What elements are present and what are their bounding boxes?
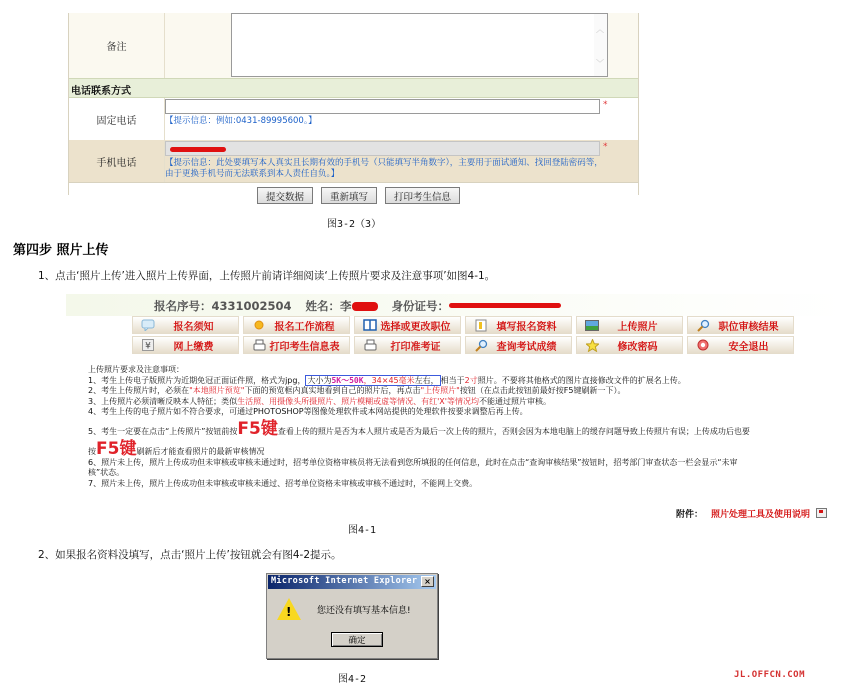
note-5: [88, 418, 750, 439]
magnifier-icon: [694, 318, 712, 332]
menu-change-password[interactable]: [576, 336, 683, 354]
candidate-info: [154, 298, 571, 314]
fixed-phone-hint: 【提示信息：例如:0431-89995600。】: [165, 116, 317, 126]
menu-label: 查询考试成绩: [496, 341, 557, 353]
note-1: [88, 376, 750, 387]
note-text: 下面的预览框内真实地看到自己的照片后，再点击: [244, 386, 421, 395]
menu-label: 填写报名资料: [496, 321, 557, 333]
note-text: 刷新后才能查看照片的最新审核情况: [136, 447, 265, 456]
candidate-name-text: 姓名：李: [305, 299, 352, 313]
scroll-up-icon[interactable]: ︿: [596, 25, 604, 34]
menu-select-position[interactable]: [354, 316, 461, 334]
menu-label: 打印准考证: [390, 341, 441, 353]
note-3: [88, 397, 750, 408]
redaction-mark: [449, 303, 561, 308]
note-text: 按: [88, 447, 96, 456]
note-text: 2、考生上传照片时，必须在: [88, 386, 190, 395]
watermark: JL.OFFCN.COM: [734, 670, 806, 680]
note-6-cont: 核”状态。: [88, 468, 125, 477]
svg-text:¥: ¥: [145, 341, 151, 351]
menu-registration-notice[interactable]: [132, 316, 239, 334]
note-text: 照片。不要将其他格式的图片直接修改文件的扩展名上传。: [477, 375, 686, 385]
menu-print-candidate-form[interactable]: [243, 336, 350, 354]
menu-label: 报名须知: [173, 321, 214, 333]
figure-caption-4-1: 图4-1: [348, 525, 377, 536]
fixed-phone-row: [69, 98, 638, 140]
dialog-message: 您还没有填写基本信息!: [317, 606, 411, 616]
fixed-phone-label: 固定电话: [69, 98, 165, 140]
mobile-phone-label: 手机电话: [69, 140, 165, 182]
speech-bubble-icon: [139, 318, 157, 332]
note-7: 7、照片未上传，照片上传成功但未审核或审核未通过、招考单位资格未审核或审核不通过时，不能网上交费。: [88, 478, 478, 488]
note-2: [88, 386, 750, 397]
required-mark: *: [603, 142, 608, 152]
menu-label: 修改密码: [617, 341, 658, 353]
note-highlight: 生活照、用摄像头所摄照片、照片模糊或虚等情况、有红'X'等情况均: [237, 396, 479, 406]
warning-exclamation: !: [286, 605, 292, 619]
upload-requirements: [88, 365, 750, 489]
picture-icon: [583, 318, 601, 332]
mobile-phone-input[interactable]: [165, 141, 600, 156]
menu-label: 职位审核结果: [718, 321, 779, 333]
photo-dimensions: 34×45毫米: [371, 375, 415, 385]
note-5-cont: [88, 441, 750, 458]
note-4: 4、考生上传的电子照片如不符合要求，可通过PHOTOSHOP等图像处理软件或本网站提供的处理软件按要求调整后再上传。: [88, 407, 528, 416]
registration-number: 报名序号：4331002504: [154, 299, 292, 313]
menu-query-exam-score[interactable]: [465, 336, 572, 354]
remark-row: [69, 13, 638, 78]
yen-icon: [139, 338, 157, 352]
note-text: 查看上传的照片是否为本人照片或是否为最后一次上传的照片，否则会因为本地电脑上的缓存问题导致上传照片有误；上传成功后也要: [277, 426, 750, 436]
f5-key-highlight: F5键: [96, 439, 137, 459]
note-highlight: "上传照片": [420, 386, 460, 395]
star-icon: [583, 338, 601, 352]
attachment-label: 附件：: [676, 510, 704, 520]
required-mark: *: [603, 100, 608, 110]
menu-label: 报名工作流程: [274, 321, 335, 333]
attachment-link[interactable]: 照片处理工具及使用说明: [711, 510, 811, 520]
photo-upload-screenshot: [66, 294, 845, 522]
phone-section-title: 电话联系方式: [71, 86, 131, 97]
menu-position-review-result[interactable]: [687, 316, 794, 334]
note-text: 左右，: [414, 375, 439, 385]
dialog-titlebar[interactable]: [268, 575, 436, 589]
redaction-mark: [352, 302, 378, 311]
magnifier-icon: [472, 338, 490, 352]
candidate-name: [306, 299, 378, 313]
note-text: 5、考生一定要在点击“上传照片”按钮前按: [88, 426, 238, 436]
remark-label: 备注: [69, 13, 165, 78]
contact-form: [68, 13, 639, 203]
step4-paragraph-2: 2、如果报名资料没填写，点击‘照片上传’按钮就会有图4-2提示。: [38, 549, 342, 561]
close-icon[interactable]: ×: [421, 576, 434, 587]
mobile-phone-hint-line2: 由于更换手机号而无法联系到本人责任自负。】: [165, 169, 340, 179]
mobile-phone-hint-line1: 【提示信息：此处要填写本人真实且长期有效的手机号（只能填写半角数字），主要用于面试通知、找回登陆密码等，: [165, 158, 603, 168]
note-highlight: "本地照片预览": [189, 386, 245, 395]
printer-icon: [361, 338, 379, 352]
menu-upload-photo[interactable]: [576, 316, 683, 334]
printer-icon: [250, 338, 268, 352]
note-text: 按钮（在点击此按钮前最好按F5键刷新一下）。: [459, 386, 626, 395]
remark-textarea[interactable]: [231, 13, 608, 77]
menu-label: 网上缴费: [173, 341, 214, 353]
menu-label: 安全退出: [728, 341, 769, 353]
photo-size: 2寸: [464, 375, 478, 385]
remark-scrollbar[interactable]: [594, 14, 607, 76]
figure-caption-4-2: 图4-2: [338, 674, 367, 685]
form-buttons-row: [69, 182, 638, 212]
size-requirement-box: [305, 375, 440, 386]
note-text: 相当于: [440, 375, 465, 385]
print-info-button[interactable]: 打印考生信息: [385, 187, 460, 204]
ok-button[interactable]: 确定: [331, 632, 383, 647]
id-number-label: 身份证号：: [391, 299, 450, 313]
f5-key-highlight: F5键: [237, 418, 278, 439]
figure-caption-3-2: 图3-2（3）: [327, 219, 382, 230]
note-text: 3、上传照片必须清晰反映本人特征；类似: [88, 396, 238, 406]
id-number: [392, 299, 562, 313]
mobile-phone-row: [69, 140, 638, 182]
menu-safe-logout[interactable]: [687, 336, 794, 354]
note-6: 6、照片未上传，照片上传成功但未审核或审核未通过时，招考单位资格审核员将无法看到您所填报的任何信息，此时在点击“查询审核结果”按钮时，招考部门审查状态一栏会显示“未审: [88, 457, 738, 467]
notes-heading: 上传照片要求及注意事项：: [88, 365, 184, 374]
step4-title: 第四步 照片上传: [13, 243, 109, 258]
menu-online-payment[interactable]: [132, 336, 239, 354]
book-icon: [361, 318, 379, 332]
document-icon[interactable]: [816, 508, 827, 518]
dialog-title: Microsoft Internet Explorer: [271, 576, 418, 586]
scroll-down-icon[interactable]: ﹀: [596, 59, 604, 68]
note-text: 1、考生上传电子版照片为近期免冠正面证件照，格式为jpg，: [88, 375, 306, 385]
menu-label: 上传照片: [617, 321, 658, 333]
submit-button[interactable]: 提交数据: [257, 187, 313, 204]
fixed-phone-input[interactable]: [165, 99, 600, 114]
reset-button[interactable]: 重新填写: [321, 187, 377, 204]
menu-print-admission-ticket[interactable]: [354, 336, 461, 354]
phone-section-header: [69, 78, 638, 98]
menu-label: 选择或更改职位: [380, 321, 451, 333]
note-text: 不能通过照片审核。: [478, 396, 551, 406]
attachment: [676, 507, 827, 520]
step4-paragraph-1: 1、点击‘照片上传’进入照片上传界面，上传照片前请详细阅读‘上传照片要求及注意事项’如图4-1。: [38, 270, 496, 282]
file-size-range: 5K～50K: [331, 375, 364, 385]
menu-fill-registration[interactable]: [465, 316, 572, 334]
form-icon: [472, 318, 490, 332]
menu-label: 打印考生信息表: [269, 341, 340, 353]
note-text: 大小为: [307, 375, 332, 385]
note-text: ，: [363, 375, 372, 385]
alert-dialog: [266, 573, 438, 659]
redaction-mark: [170, 147, 226, 152]
sun-icon: [250, 318, 268, 332]
menu-registration-workflow[interactable]: [243, 316, 350, 334]
exit-icon: [694, 338, 712, 352]
